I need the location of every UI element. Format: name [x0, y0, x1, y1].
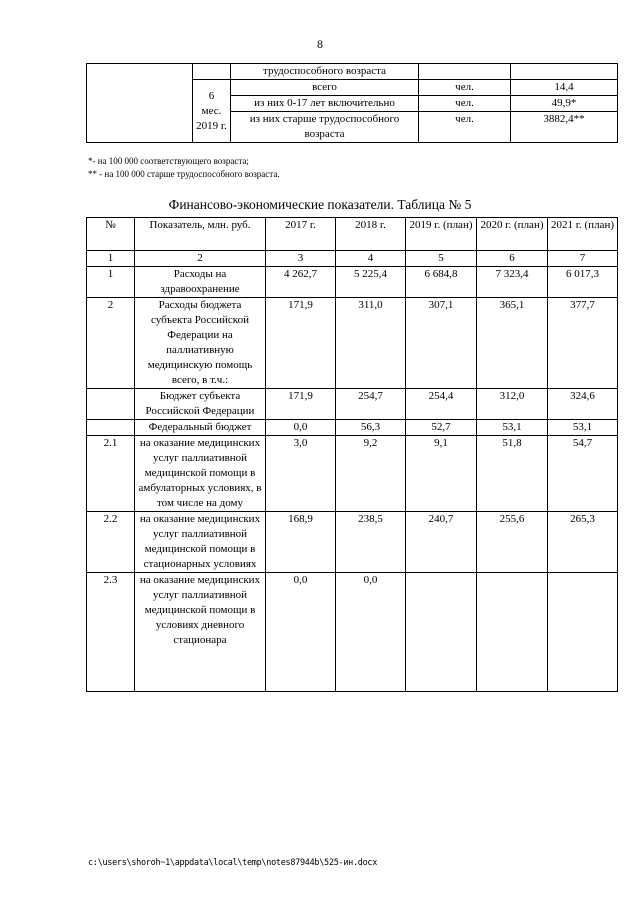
value-2019: 52,7 [406, 420, 477, 436]
period-line: мес. [201, 104, 222, 117]
header-cell: Показатель, млн. руб. [135, 218, 266, 251]
index-cell: 7 [548, 251, 618, 267]
period-line: 2019 г. [196, 119, 227, 132]
row-number [87, 389, 135, 420]
row-unit: чел. [419, 112, 511, 143]
value-2021 [548, 573, 618, 692]
header-cell: 2019 г. (план) [406, 218, 477, 251]
empty-cell [87, 64, 193, 143]
row-unit: чел. [419, 80, 511, 96]
period-cell [193, 80, 231, 143]
value-2018: 56,3 [336, 420, 406, 436]
index-cell: 3 [266, 251, 336, 267]
footnotes [88, 155, 280, 181]
value-2020 [477, 573, 548, 692]
value-2021: 265,3 [548, 512, 618, 573]
value-2017: 4 262,7 [266, 267, 336, 298]
value-2018: 5 225,4 [336, 267, 406, 298]
row-value: 3882,4** [511, 112, 618, 143]
row-value: 14,4 [511, 80, 618, 96]
row-indicator: Федеральный бюджет [135, 420, 266, 436]
index-cell: 2 [135, 251, 266, 267]
index-cell: 6 [477, 251, 548, 267]
header-cell: 2021 г. (план) [548, 218, 618, 251]
value-2017: 168,9 [266, 512, 336, 573]
footnote: *- на 100 000 соответствующего возраста; [88, 156, 249, 166]
value-2021: 6 017,3 [548, 267, 618, 298]
value-2018: 238,5 [336, 512, 406, 573]
index-row [87, 251, 618, 267]
row-number: 1 [87, 267, 135, 298]
value-2017: 0,0 [266, 420, 336, 436]
value-2021: 53,1 [548, 420, 618, 436]
table-row [87, 298, 618, 389]
table-title: Финансово-экономические показатели. Таблица № 5 [168, 197, 472, 212]
row-number: 2 [87, 298, 135, 389]
index-cell: 5 [406, 251, 477, 267]
value-2020: 7 323,4 [477, 267, 548, 298]
value-2017: 0,0 [266, 573, 336, 692]
row-indicator: Расходы на здравоохранение [135, 267, 266, 298]
value-2017: 3,0 [266, 436, 336, 512]
continued-table [86, 63, 618, 143]
value-2018: 0,0 [336, 573, 406, 692]
table-row [87, 512, 618, 573]
row-number [87, 420, 135, 436]
empty-cell [511, 64, 618, 80]
table-row [87, 436, 618, 512]
value-2020: 365,1 [477, 298, 548, 389]
value-2020: 312,0 [477, 389, 548, 420]
row-value: 49,9* [511, 96, 618, 112]
row-indicator: на оказание медицинских услуг паллиативной медицинской помощи в амбулаторных условиях, в том числе на дому [135, 436, 266, 512]
page-number: 8 [317, 37, 323, 51]
value-2019: 9,1 [406, 436, 477, 512]
row-indicator: Бюджет субъекта Российской Федерации [135, 389, 266, 420]
row-number: 2.3 [87, 573, 135, 692]
header-cell: 2017 г. [266, 218, 336, 251]
header-cell: 2018 г. [336, 218, 406, 251]
value-2017: 171,9 [266, 389, 336, 420]
value-2019: 307,1 [406, 298, 477, 389]
value-2019 [406, 573, 477, 692]
file-path-footer: c:\users\shoroh~1\appdata\local\temp\notes87944b\525-ин.docx [88, 858, 378, 868]
row-indicator: на оказание медицинских услуг паллиативной медицинской помощи в условиях дневного стационара [135, 573, 266, 692]
value-2019: 6 684,8 [406, 267, 477, 298]
header-fragment: трудоспособного возраста [231, 64, 419, 80]
row-label: всего [231, 80, 419, 96]
row-number: 2.1 [87, 436, 135, 512]
row-label: из них старше трудоспособного возраста [231, 112, 419, 143]
value-2017: 171,9 [266, 298, 336, 389]
value-2018: 254,7 [336, 389, 406, 420]
table-row [87, 420, 618, 436]
index-cell: 1 [87, 251, 135, 267]
table-row [87, 267, 618, 298]
row-number: 2.2 [87, 512, 135, 573]
row-label: из них 0-17 лет включительно [231, 96, 419, 112]
empty-cell [193, 64, 231, 80]
header-cell: 2020 г. (план) [477, 218, 548, 251]
row-indicator: на оказание медицинских услуг паллиативной медицинской помощи в стационарных условиях [135, 512, 266, 573]
table-row [87, 389, 618, 420]
value-2020: 53,1 [477, 420, 548, 436]
index-cell: 4 [336, 251, 406, 267]
value-2021: 377,7 [548, 298, 618, 389]
value-2019: 254,4 [406, 389, 477, 420]
value-2021: 324,6 [548, 389, 618, 420]
value-2020: 51,8 [477, 436, 548, 512]
row-indicator: Расходы бюджета субъекта Российской Федерации на паллиативную медицинскую помощь всего, в т.ч.: [135, 298, 266, 389]
table-row [87, 573, 618, 692]
row-unit: чел. [419, 96, 511, 112]
value-2020: 255,6 [477, 512, 548, 573]
header-row [87, 218, 618, 251]
financial-table [86, 217, 618, 692]
period-line: 6 [208, 89, 215, 102]
header-cell: № [87, 218, 135, 251]
value-2021: 54,7 [548, 436, 618, 512]
footnote: ** - на 100 000 старше трудоспособного возраста. [88, 169, 280, 179]
value-2019: 240,7 [406, 512, 477, 573]
value-2018: 311,0 [336, 298, 406, 389]
empty-cell [419, 64, 511, 80]
value-2018: 9,2 [336, 436, 406, 512]
